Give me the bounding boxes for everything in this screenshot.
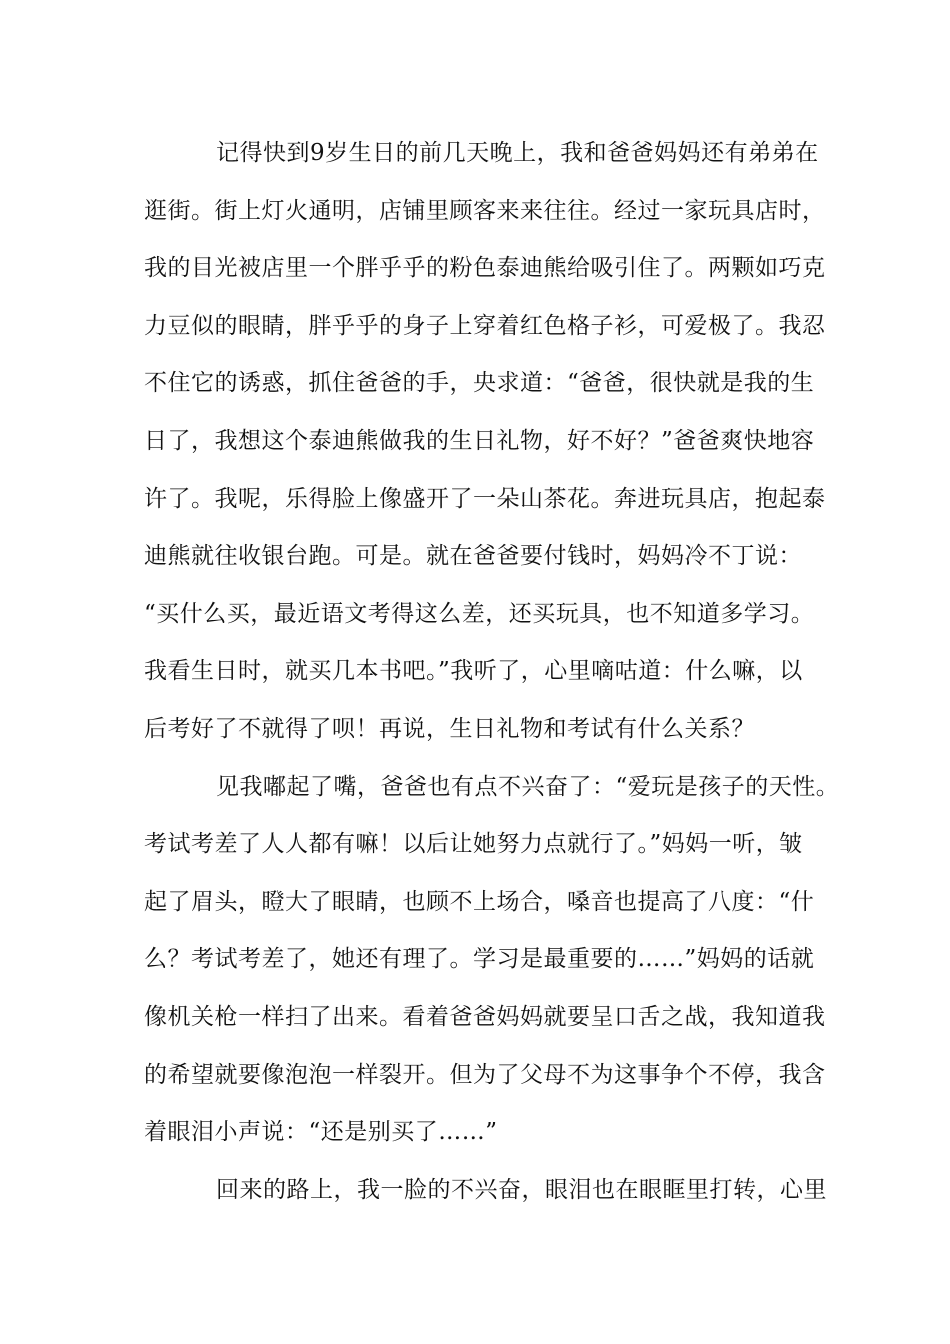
text-line: 力豆似的眼睛，胖乎乎的身子上穿着红色格子衫，可爱极了。我忍 (144, 312, 826, 339)
text-line: 的希望就要像泡泡一样裂开。但为了父母不为这事争个不停，我含 (144, 1061, 826, 1088)
text-line: 么？考试考差了，她还有理了。学习是最重要的……”妈妈的话就 (144, 946, 815, 973)
text-line: 着眼泪小声说：“还是别买了……” (144, 1119, 498, 1146)
text-line: 起了眉头，瞪大了眼睛，也顾不上场合，嗓音也提高了八度：“什 (144, 888, 815, 915)
text-line: 像机关枪一样扫了出来。看着爸爸妈妈就要呈口舌之战，我知道我 (144, 1003, 826, 1030)
body-text (144, 131, 840, 1225)
text-line: 我的目光被店里一个胖乎乎的粉色泰迪熊给吸引住了。两颗如巧克 (144, 255, 826, 282)
text-line: 逛街。街上灯火通明，店铺里顾客来来往往。经过一家玩具店时， (144, 197, 826, 224)
text-line: 记得快到9岁生日的前几天晚上，我和爸爸妈妈还有弟弟在 (216, 140, 819, 166)
text-line: 日了，我想这个泰迪熊做我的生日礼物，好不好？”爸爸爽快地容 (144, 427, 815, 454)
text-line: “买什么买，最近语文考得这么差，还买玩具，也不知道多学习。 (144, 600, 815, 627)
text-line: 回来的路上，我一脸的不兴奋，眼泪也在眼眶里打转，心里 (216, 1176, 827, 1203)
text-line: 后考好了不就得了呗！再说，生日礼物和考试有什么关系？ (144, 715, 755, 742)
text-line: 不住它的诱惑，抓住爸爸的手，央求道：“爸爸，很快就是我的生 (144, 370, 815, 397)
text-line: 我看生日时，就买几本书吧。”我听了，心里嘀咕道：什么嘛，以 (144, 658, 803, 685)
text-line: 考试考差了人人都有嘛！以后让她努力点就行了。”妈妈一听，皱 (144, 831, 803, 858)
text-line: 许了。我呢，乐得脸上像盛开了一朵山茶花。奔进玩具店，抱起泰 (144, 485, 826, 512)
text-line: 见我嘟起了嘴，爸爸也有点不兴奋了：“爱玩是孩子的天性。 (216, 773, 840, 800)
text-line: 迪熊就往收银台跑。可是。就在爸爸要付钱时，妈妈冷不丁说： (144, 543, 802, 570)
